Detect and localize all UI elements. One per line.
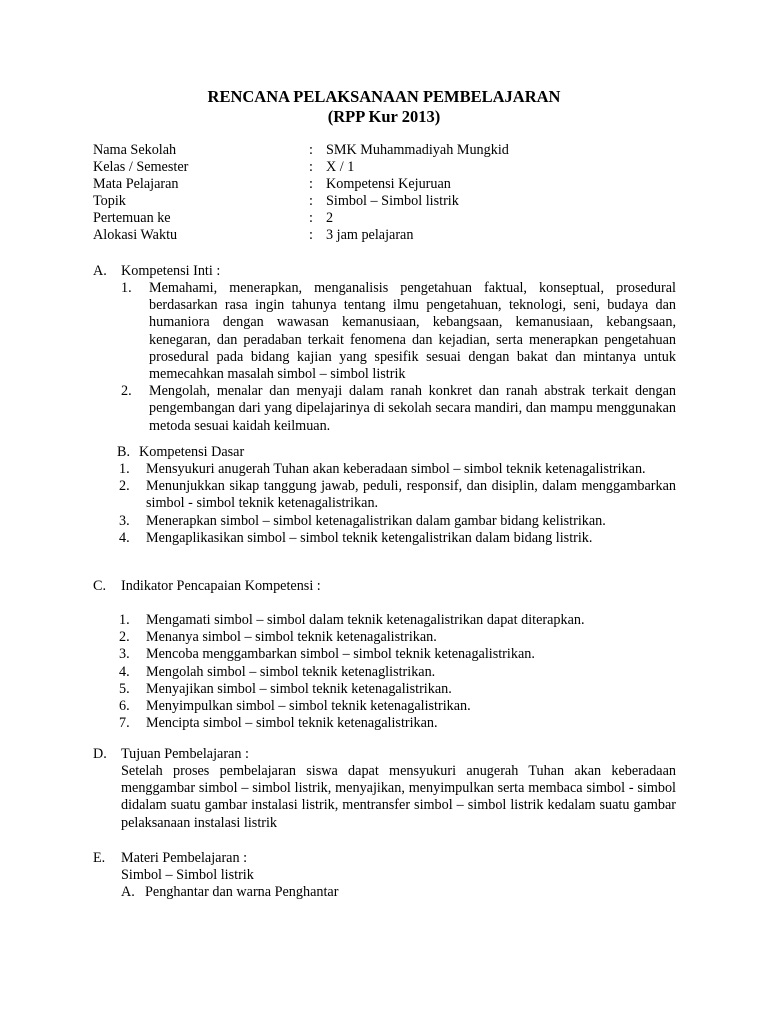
list-item-number: 2. [121, 383, 132, 400]
list-item-text: Menyajikan simbol – simbol teknik ketenagalistrikan. [146, 680, 452, 697]
list-item-text: Menanya simbol – simbol teknik ketenagalistrikan. [146, 629, 437, 646]
identity-value: SMK Muhammadiyah Mungkid [326, 142, 509, 158]
document-subtitle: (RPP Kur 2013) [327, 107, 441, 126]
list-item [93, 530, 676, 547]
list-item-number: 2. [119, 478, 130, 495]
section-marker: A. [93, 263, 107, 279]
list-item-number: 7. [119, 715, 130, 732]
section-paragraph: Setelah proses pembelajaran siswa dapat mensyukuri anugerah Tuhan akan keberadaan menggambar simbol – simbol listrik, menyajikan, menyimpulkan serta membaca simbol - simbol didalam suatu gambar instalasi listrik, mentransfer simbol – simbol listrik kedalam suatu gambar pelaksanaan instalasi listrik [121, 763, 676, 831]
list-item-text: Mengamati simbol – simbol dalam teknik ketenagalistrikan dapat diterapkan. [146, 612, 585, 628]
section-heading-text: Tujuan Pembelajaran : [121, 746, 249, 762]
section-heading [93, 746, 676, 763]
list-item [93, 513, 676, 530]
section-heading [93, 578, 676, 595]
list-item [93, 646, 676, 663]
identity-label: Nama Sekolah [93, 142, 177, 158]
list-item-text: Penghantar dan warna Penghantar [145, 884, 339, 901]
list-item-text: Mengaplikasikan simbol – simbol teknik ketengalistrikan dalam bidang listrik. [146, 529, 593, 546]
list-item-text: Mengolah simbol – simbol teknik ketenaglistrikan. [146, 663, 436, 680]
identity-colon: : [309, 159, 313, 175]
list-item-text: Mencoba menggambarkan simbol – simbol teknik ketenagalistrikan. [146, 646, 535, 663]
section-kompetensi-dasar [93, 444, 676, 547]
list-item-text: Mengolah, menalar dan menyaji dalam ranah konkret dan ranah abstrak terkait dengan pengembangan dari yang dipelajarinya di sekolah secara mandiri, dan mampu menggunakan metoda sesuai kaidah keilmuan. [149, 383, 676, 434]
section-heading-text: Kompetensi Dasar [139, 444, 245, 460]
list-item-number: 4. [119, 663, 130, 680]
identity-row [93, 176, 693, 193]
identity-label: Pertemuan ke [93, 210, 171, 226]
identity-label: Topik [93, 193, 126, 209]
list-item [93, 629, 676, 646]
section-materi [93, 850, 676, 901]
identity-label: Kelas / Semester [93, 159, 189, 175]
list-item-text: Menyimpulkan simbol – simbol teknik ketenagalistrikan. [146, 698, 471, 715]
identity-row [93, 142, 693, 159]
section-marker: C. [93, 578, 107, 594]
identity-value: X / 1 [326, 159, 355, 175]
section-heading-text: Indikator Pencapaian Kompetensi : [121, 578, 321, 594]
list-item-number: 6. [119, 698, 130, 715]
list-item-text: Mencipta simbol – simbol teknik ketenagalistrikan. [146, 715, 438, 732]
list-item-text: Menunjukkan sikap tanggung jawab, peduli, responsif, dan disiplin, dalam menggambarkan simbol - simbol teknik ketenagalistrikan. [146, 478, 676, 512]
identity-value: 3 jam pelajaran [326, 227, 414, 243]
list-item [93, 612, 676, 629]
section-heading [93, 444, 676, 461]
identity-colon: : [309, 142, 313, 158]
list-item-number: 4. [119, 529, 130, 546]
document-title: RENCANA PELAKSANAAN PEMBELAJARAN [207, 87, 561, 106]
list-item-number: 2. [119, 629, 130, 646]
list-item-number: 3. [119, 512, 130, 529]
list-item [93, 884, 676, 901]
identity-value: Simbol – Simbol listrik [326, 193, 459, 209]
section-line: Simbol – Simbol listrik [121, 867, 254, 883]
identity-colon: : [309, 210, 313, 226]
section-marker: B. [117, 444, 131, 460]
list-item-number: 3. [119, 646, 130, 663]
section-marker: D. [93, 746, 107, 762]
identity-colon: : [309, 227, 313, 243]
identity-row [93, 227, 693, 244]
list-item-text: Memahami, menerapkan, menganalisis pengetahuan faktual, konseptual, prosedural berdasarkan rasa ingin tahunya tentang ilmu pengetahuan, teknologi, seni, budaya dan humaniora dengan wawasan kemanusiaan, kebangsaan, kemanusiaan, kebangsaan, kenegaran, dan peradaban terkait fenomena dan kejadian, serta menerapkan pengetahuan prosedural pada bidang kajian yang spesifik sesuai dengan bakat dan mintanya untuk memecahkan masalah simbol – simbol listrik [149, 280, 676, 383]
section-heading-text: Kompetensi Inti : [121, 263, 221, 279]
list-item [93, 383, 676, 435]
list-item-number: 1. [119, 612, 130, 628]
section-heading-text: Materi Pembelajaran : [121, 850, 248, 866]
identity-value: 2 [326, 210, 334, 226]
list-item [93, 664, 676, 681]
section-marker: E. [93, 850, 106, 866]
list-item [93, 715, 676, 732]
list-item-number: 1. [121, 280, 132, 296]
list-item-number: 1. [119, 461, 130, 477]
list-item-text: Menerapkan simbol – simbol ketenagalistrikan dalam gambar bidang kelistrikan. [146, 512, 606, 529]
identity-row [93, 193, 693, 210]
identity-colon: : [309, 176, 313, 192]
identity-value: Kompetensi Kejuruan [326, 176, 451, 192]
section-indikator [93, 578, 676, 732]
list-item-number: A. [121, 884, 135, 901]
section-kompetensi-inti [93, 263, 676, 435]
identity-table [93, 142, 693, 244]
list-item-text: Mensyukuri anugerah Tuhan akan keberadaan simbol – simbol teknik ketenagalistrikan. [146, 461, 646, 477]
identity-label: Alokasi Waktu [93, 227, 178, 243]
section-tujuan [93, 746, 676, 832]
list-item [93, 461, 676, 478]
list-item-number: 5. [119, 680, 130, 697]
section-heading [93, 263, 676, 280]
identity-row [93, 159, 693, 176]
section-heading [93, 850, 676, 867]
identity-row [93, 210, 693, 227]
identity-colon: : [309, 193, 313, 209]
list-item [93, 280, 676, 383]
list-item [93, 698, 676, 715]
list-item [93, 681, 676, 698]
identity-label: Mata Pelajaran [93, 176, 179, 192]
list-item [93, 478, 676, 512]
